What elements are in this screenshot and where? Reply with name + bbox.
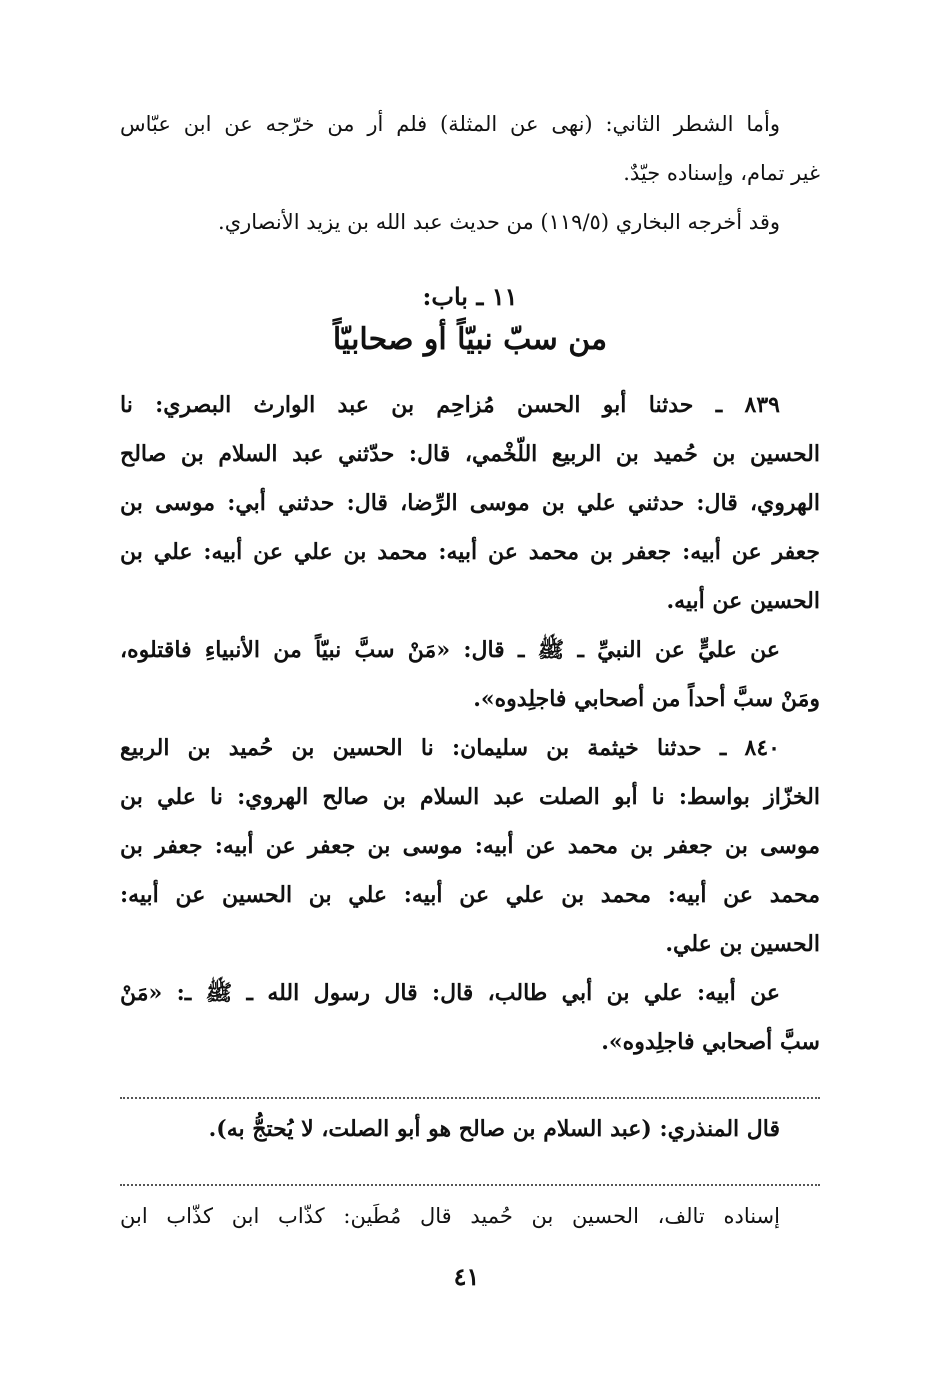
dotted-separator — [120, 1071, 820, 1099]
intro-line: وأما الشطر الثاني: (نهى عن المثلة) فلم أر من خرّجه عن ابن عبّاس — [120, 112, 780, 136]
hadith-text-line: عن عليٍّ عن النبيِّ ـ ﷺ ـ قال: «مَنْ سبَّ نبيّاً من الأنبياءِ فاقتلوه، — [120, 637, 780, 663]
hadith-chain-line: موسى بن جعفر بن محمد عن أبيه: موسى بن جعفر عن أبيه: جعفر بن — [120, 833, 820, 859]
hadith-chain-line: الحسين عن أبيه. — [666, 588, 820, 614]
intro-line: وقد أخرجه البخاري (١١٩/٥) من حديث عبد الله بن يزيد الأنصاري. — [218, 210, 780, 234]
hadith-text-line: ومَنْ سبَّ أحداً من أصحابي فاجلِدوه». — [473, 686, 820, 712]
chapter-number: ١١ ـ باب: — [422, 282, 518, 311]
hadith-chain-line: الهروي، قال: حدثني علي بن موسى الرِّضا، قال: حدثني أبي: موسى بن — [120, 490, 820, 516]
hadith-840 — [120, 724, 820, 1067]
intro-line: غير تمام، وإسناده جيّدٌ. — [623, 161, 820, 185]
page-number: ٤١ — [453, 1262, 480, 1291]
hadith-text-line: عن أبيه: علي بن أبي طالب، قال: قال رسول الله ـ ﷺ ـ: «مَنْ — [120, 980, 780, 1006]
dotted-separator — [120, 1158, 820, 1186]
hadith-chain-line: جعفر عن أبيه: جعفر بن محمد عن أبيه: محمد بن علي عن أبيه: علي بن — [120, 539, 820, 565]
hadith-text-line: سبَّ أصحابي فاجلِدوه». — [601, 1029, 820, 1055]
hadith-chain-line: ٨٤٠ ـ حدثنا خيثمة بن سليمان: نا الحسين بن حُميد بن الربيع — [120, 735, 780, 761]
intro-note — [120, 100, 820, 247]
footnote-line: إسناده تالف، الحسين بن حُميد قال مُطَين: كذّاب ابن كذّاب ابن — [120, 1204, 780, 1228]
hadith-chain-line: محمد عن أبيه: محمد بن علي عن أبيه: علي بن الحسين عن أبيه: — [120, 882, 820, 908]
hadith-chain-line: ٨٣٩ ـ حدثنا أبو الحسن مُزاحِم بن عبد الوارث البصري: نا — [120, 392, 780, 418]
hadith-chain-line: الحسين بن علي. — [665, 931, 820, 957]
hadith-chain-line: الحسين بن حُميد بن الربيع اللّخْمي، قال: حدّثني عبد السلام بن صالح — [120, 441, 820, 467]
chapter-title: من سبّ نبيّاً أو صحابيّاً — [332, 322, 608, 357]
hadith-839 — [120, 381, 820, 724]
document-page — [120, 100, 820, 1241]
chapter-heading — [120, 277, 820, 363]
hadith-chain-line: الخزّاز بواسط: نا أبو الصلت عبد السلام بن صالح الهروي: نا علي بن — [120, 784, 820, 810]
mundhiri-note: قال المنذري: (عبد السلام بن صالح هو أبو الصلت، لا يُحتجُّ به). — [208, 1116, 780, 1142]
